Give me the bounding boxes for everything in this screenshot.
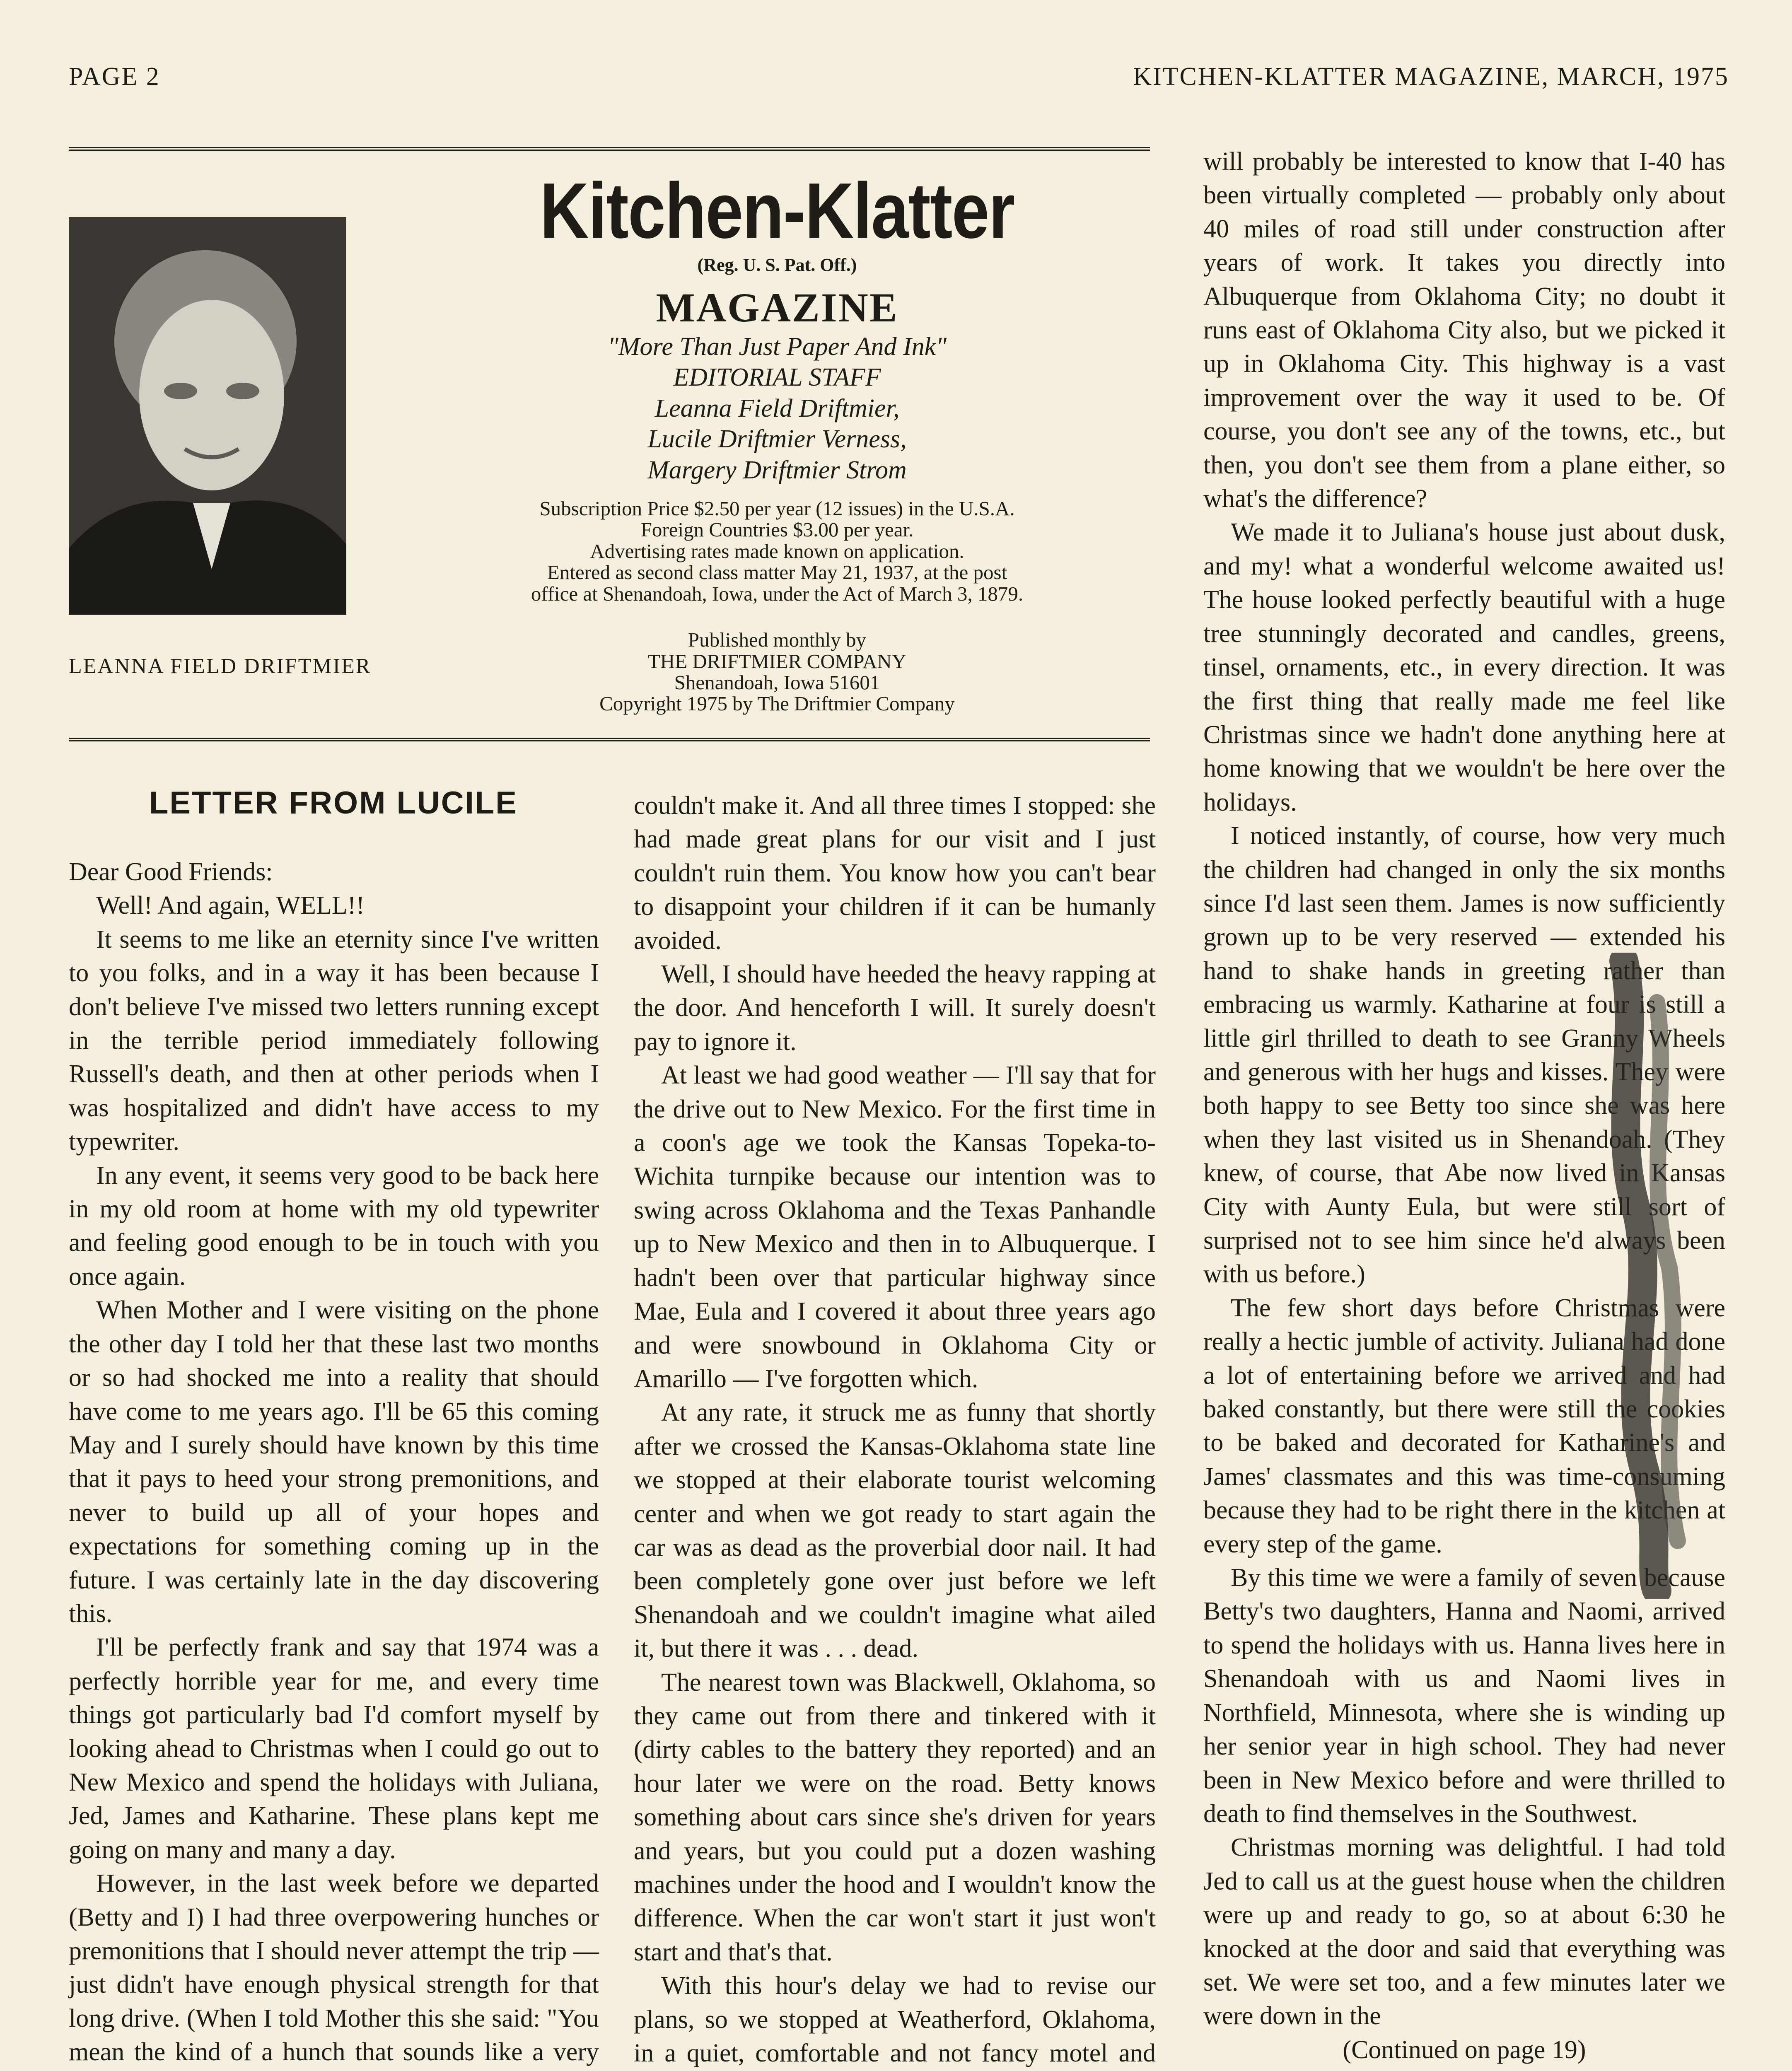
paragraph: In any event, it seems very good to be back here in my old room at home with my old typewriter and feeling good enough to be in touch with you once again. [69,1161,599,1291]
publisher-line: Published monthly by [688,628,867,652]
article-column-1 [69,855,599,2071]
staff-heading: EDITORIAL STAFF [673,363,881,392]
masthead-text [408,167,1146,715]
magazine-label: MAGAZINE [656,285,898,331]
magazine-logo: Kitchen-Klatter [540,167,1014,255]
subscription-line: office at Shenandoah, Iowa, under the Act of March 3, 1879. [531,582,1024,605]
paragraph: I noticed instantly, of course, how very much the children had changed in only the six months since I'd last seen them. James is now sufficiently grown up to be very reserved — extended his hand to shake hands in greeting rather than embracing us warmly. Katharine at four is still a little girl thrilled to death to see Granny Wheels and generous with her hugs and kisses. They were both happy to see Betty too since she was here when they last visited us in Shenandoah. (They knew, of course, that Abe now lived in Kansas City with Aunty Eula, but were still sort of surprised not to see him since he'd always been with us before.) [1203,822,1725,1289]
staff-member: Margery Driftmier Strom [647,456,907,484]
staff-member: Lucile Driftmier Verness, [647,425,907,454]
article-column-3 [1203,145,1725,2067]
paragraph: Christmas morning was delightful. I had told Jed to call us at the guest house when the children were up and ready to go, so at about 6:30 he knocked at the door and said that everything was set. We were set too, and a few minutes later we were down in the [1203,1833,1725,2030]
paragraph: At least we had good weather — I'll say that for the drive out to New Mexico. For the first time in a coon's age we took the Kansas Topeka-to-Wichita turnpike because our intention was to swing across Oklahoma and the Texas Panhandle up to New Mexico and then in to Albuquerque. I hadn't been over that particular highway since Mae, Eula and I covered it about three years ago and were snowbound in Oklahoma City or Amarillo — I've forgotten which. [634,1061,1156,1393]
paragraph: It seems to me like an eternity since I've written to you folks, and in a way it has been because I don't believe I've missed two letters running except in the terrible period immediately following Russell's death, and then at other periods when I was hospitalized and didn't have access to my typewriter. [69,925,599,1156]
staff-member: Leanna Field Driftmier, [654,394,900,422]
paragraph: By this time we were a family of seven because Betty's two daughters, Hanna and Naomi, arrived to spend the holidays with us. Hanna lives here in Shenandoah with us and Naomi lives in Northfield, Minnesota, where she is winding up her senior year in high school. They had never been in New Mexico before and were thrilled to death to find themselves in the Southwest. [1203,1564,1725,1828]
photo-caption: LEANNA FIELD DRIFTMIER [69,654,372,678]
paragraph: However, in the last week before we departed (Betty and I) I had three overpowering hunches or premonitions that I should never attempt the trip — just didn't have enough physical strength for that long drive. (When I told Mother this she said: "You mean the kind of a hunch that sounds like a very [69,1869,599,2066]
paragraph: The few short days before Christmas were really a hectic jumble of activity. Juliana had done a lot of entertaining before we arrived and had baked constantly, but there were still the cookies to be baked and decorated for Katharine's and James' classmates and this was time-consuming because they had to be right there in the kitchen at every step of the game. [1203,1294,1725,1558]
publisher-info [408,629,1146,714]
paragraph: Well, I should have heeded the heavy rapping at the door. And henceforth I will. It surely doesn't pay to ignore it. [634,960,1156,1056]
paragraph: will probably be interested to know that I-40 has been virtually completed — probably only about 40 miles of road still under construction after years of work. It takes you directly into Albuquerque from Oklahoma City; no doubt it runs east of Oklahoma City also, but we picked it up in Oklahoma City. This highway is a vast improvement over the way it used to be. Of course, you don't see any of the towns, etc., but then, you don't see them from a plane either, so what's the difference? [1203,147,1725,513]
subscription-line: Entered as second class matter May 21, 1937, at the post [547,561,1007,584]
subscription-line: Foreign Countries $3.00 per year. [640,518,914,541]
subscription-line: Advertising rates made known on application. [590,539,964,562]
paragraph: We made it to Juliana's house just about dusk, and my! what a wonderful welcome awaited us! The house looked perfectly beautiful with a huge tree stunningly decorated and candles, greens, tinsel, ornaments, etc., in every direction. It was the first thing that really made me feel like Christmas since we hadn't done anything here at home knowing that we wouldn't be here over the holidays. [1203,518,1725,816]
paragraph: couldn't make it. And all three times I stopped: she had made great plans for our visit and I just couldn't ruin them. You know how you can't bear to disappoint your children if it can be humanly avoided. [634,792,1156,955]
tagline: "More Than Just Paper And Ink" [607,333,947,361]
paragraph: The nearest town was Blackwell, Oklahoma, so they came out from there and tinkered with it (dirty cables to the battery they reported) and an hour later we were on the road. Betty knows something about cars since she's driven for years and years, but you could put a dozen washing machines under the hood and I wouldn't know the difference. When the car won't start it just won't start and that's that. [634,1668,1156,1966]
article-title: LETTER FROM LUCILE [149,785,518,821]
publisher-line: Shenandoah, Iowa 51601 [674,671,880,694]
subscription-info [408,498,1146,604]
paragraph: I'll be perfectly frank and say that 1974 was a perfectly horrible year for me, and every time things got particularly bad I'd comfort myself by looking ahead to Christmas when I could go out to New Mexico and spend the holidays with Juliana, Jed, James and Katharine. These plans kept me going on many and many a day. [69,1633,599,1864]
paragraph: With this hour's delay we had to revise our plans, so we stopped at Weatherford, Oklahoma, in a quiet, comfortable and not fancy motel and [634,1972,1156,2068]
trademark-notice: (Reg. U. S. Pat. Off.) [697,255,857,275]
paragraph: Well! And again, WELL!! [96,891,365,920]
continued-notice: (Continued on page 19) [1343,2035,1586,2064]
masthead [69,147,1150,741]
running-title: KITCHEN-KLATTER MAGAZINE, MARCH, 1975 [1133,63,1729,91]
salutation: Dear Good Friends: [69,858,273,886]
subscription-line: Subscription Price $2.50 per year (12 issues) in the U.S.A. [539,497,1015,520]
paragraph: At any rate, it struck me as funny that shortly after we crossed the Kansas-Oklahoma state line we stopped at their elaborate tourist welcoming center and when we got ready to start again the car was as dead as the proverbial door nail. It had been completely gone over just before we left Shenandoah and we couldn't imagine what ailed it, but there it was . . . dead. [634,1398,1156,1663]
publisher-line: Copyright 1975 by The Driftmier Company [599,692,955,715]
page-number: PAGE 2 [69,63,160,91]
publisher-line: THE DRIFTMIER COMPANY [647,649,907,673]
portrait-image [69,217,346,615]
article-column-2 [634,789,1156,2071]
portrait-photo [69,217,346,615]
paragraph: When Mother and I were visiting on the phone the other day I told her that these last two months or so had shocked me into a reality that should have come to me years ago. I'll be 65 this coming May and I surely should have known by this time that it pays to heed your strong premonitions, and never to build up all of your hopes and expectations for something coming up in the future. I was certainly late in the day discovering this. [69,1296,599,1628]
